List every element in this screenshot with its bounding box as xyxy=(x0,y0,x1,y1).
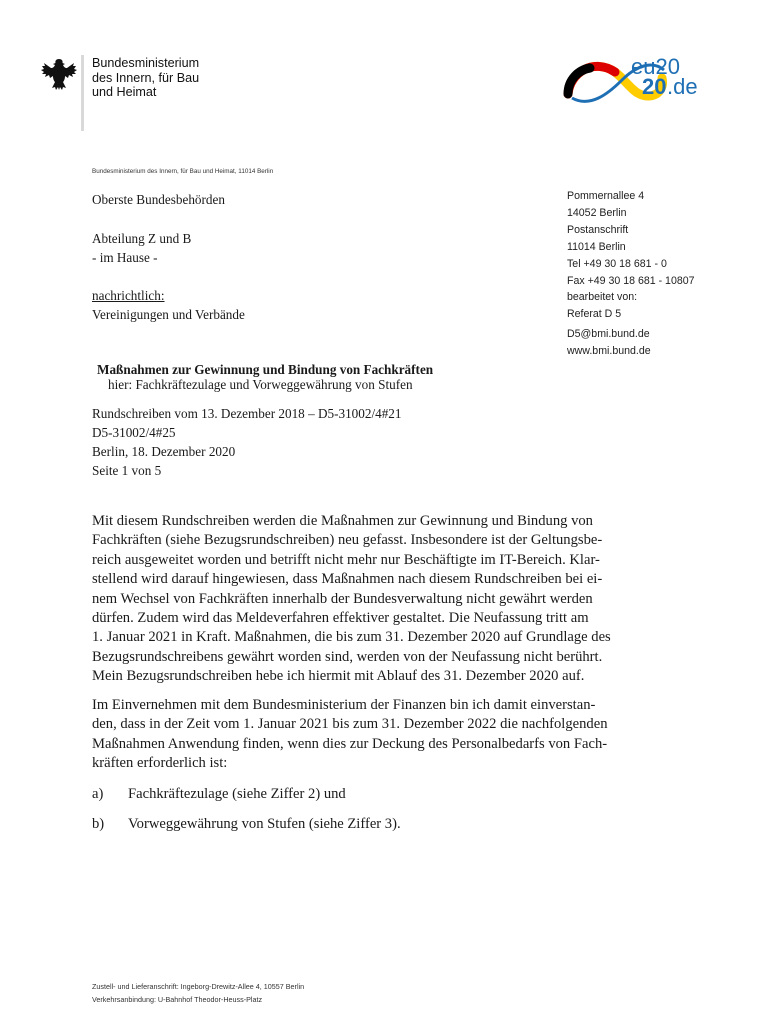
file-number: D5-31002/4#25 xyxy=(92,425,176,441)
reference-block xyxy=(92,404,401,480)
fax-line: Fax +49 30 18 681 - 10807 xyxy=(567,274,695,287)
handled-label: bearbeitet von: xyxy=(567,291,638,304)
paragraph-line: Mein Bezugsrundschreiben hebe ich hiermit mit Ablauf des 31. Dezember 2020 auf. xyxy=(92,668,585,685)
recipient-line1: Oberste Bundesbehörden xyxy=(92,192,225,207)
ministry-divider xyxy=(81,55,84,131)
footer xyxy=(92,980,304,1006)
recipient-line3: - im Hause - xyxy=(92,250,158,265)
list-marker: a) xyxy=(92,786,104,802)
paragraph-line: Maßnahmen Anwendung finden, wenn dies zur Deckung des Personalbedarfs von Fach- xyxy=(92,735,608,752)
sender-line: Bundesministerium des Innern, für Bau und Heimat, 11014 Berlin xyxy=(92,168,274,175)
tel-line: Tel +49 30 18 681 - 0 xyxy=(567,257,667,270)
handled-value: Referat D 5 xyxy=(567,308,622,321)
reference-line: Rundschreiben vom 13. Dezember 2018 – D5-31002/4#21 xyxy=(92,406,402,421)
recipient-line2: Abteilung Z und B xyxy=(92,231,192,246)
paragraph-line: 1. Januar 2021 in Kraft. Maßnahmen, die bis zum 31. Dezember 2020 auf Grundlage des xyxy=(92,629,611,646)
letter-date: Berlin, 18. Dezember 2020 xyxy=(92,444,236,460)
paragraph-line: Mit diesem Rundschreiben werden die Maßnahmen zur Gewinnung und Bindung von xyxy=(92,513,593,529)
recipient-department xyxy=(92,229,191,267)
recipient-cc xyxy=(92,286,245,324)
paragraph-line: Fachkräften (siehe Bezugsrundschreiben) neu gefasst. Insbesondere ist der Geltungsbe- xyxy=(92,532,603,549)
list-text: Vorweggewährung von Stufen (siehe Ziffer 3). xyxy=(128,816,401,832)
subject-title: Maßnahmen zur Gewinnung und Bindung von Fachkräften xyxy=(97,362,434,377)
recipient-block xyxy=(92,190,225,209)
paragraph-line: dürfen. Zudem wird das Meldeverfahren effektiver gestaltet. Die Neufassung tritt am xyxy=(92,610,589,627)
subject-subtitle: hier: Fachkräftezulage und Vorweggewährung von Stufen xyxy=(108,377,413,392)
paragraph-line: Im Einvernehmen mit dem Bundesministerium der Finanzen bin ich damit einverstan- xyxy=(92,697,596,713)
body-paragraph-1 xyxy=(92,512,672,687)
footer-delivery-address: Zustell- und Lieferanschrift: Ingeborg-Drewitz-Allee 4, 10557 Berlin xyxy=(92,982,305,991)
address-line2: 14052 Berlin xyxy=(567,206,627,219)
postal-label: Postanschrift xyxy=(567,223,629,236)
contact-column xyxy=(567,188,695,360)
ministry-name: Bundesministerium des Innern, für Bau und Heimat xyxy=(92,56,200,99)
cc-value: Vereinigungen und Verbände xyxy=(92,307,245,322)
eu2020-logo xyxy=(560,50,715,110)
federal-eagle-icon xyxy=(40,57,78,91)
paragraph-line: kräften erforderlich ist: xyxy=(92,755,228,772)
footer-transport: Verkehrsanbindung: U-Bahnhof Theodor-Heuss-Platz xyxy=(92,995,263,1004)
email-link[interactable]: D5@bmi.bund.de xyxy=(567,328,650,341)
paragraph-line: Bezugsrundschreibens gewährt worden sind, werden von der Neufassung nicht berührt. xyxy=(92,648,603,665)
postal-line: 11014 Berlin xyxy=(567,240,626,253)
body-paragraph-2 xyxy=(92,696,672,774)
eu-logo-line1: eu20 xyxy=(631,54,680,79)
eu-logo-line2-num: 20 xyxy=(642,74,667,99)
cc-label: nachrichtlich: xyxy=(92,288,165,303)
website-link[interactable]: www.bmi.bund.de xyxy=(567,345,651,358)
page-number: Seite 1 von 5 xyxy=(92,463,162,479)
paragraph-line: stellend wird darauf hingewiesen, dass Maßnahmen nach diesem Rundschreiben bei ei- xyxy=(92,571,603,588)
address-line1: Pommernallee 4 xyxy=(567,190,645,202)
list-marker: b) xyxy=(92,816,105,832)
paragraph-line: reich ausgeweitet worden und betrifft nicht mehr nur Beschäftigte im IT-Bereich. Klar- xyxy=(92,551,600,568)
paragraph-line: den, dass in der Zeit vom 1. Januar 2021 bis zum 31. Dezember 2022 die nachfolgenden xyxy=(92,716,608,733)
paragraph-line: nem Wechsel von Fachkräften innerhalb der Bundesverwaltung nicht gewährt werden xyxy=(92,590,593,607)
list-text: Fachkräftezulage (siehe Ziffer 2) und xyxy=(128,786,346,802)
eu-logo-line2-suffix: .de xyxy=(667,74,698,99)
